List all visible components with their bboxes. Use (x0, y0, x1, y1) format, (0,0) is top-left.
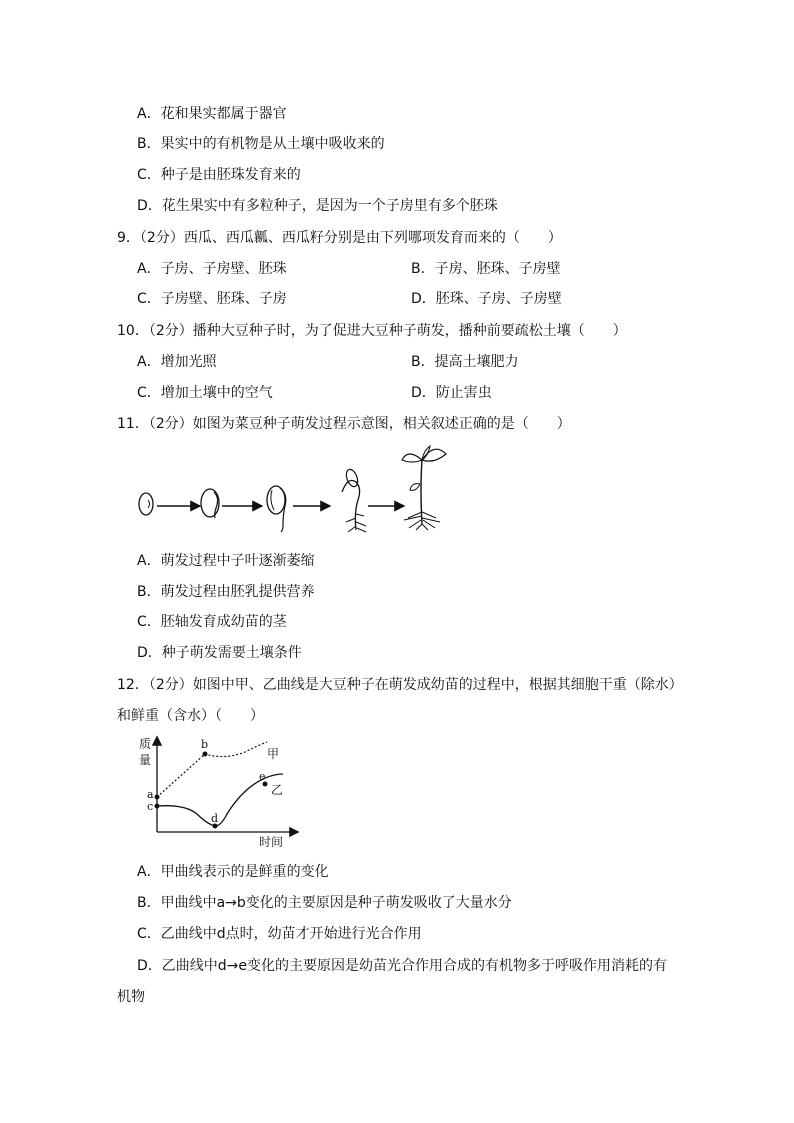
seed-stage-3 (267, 486, 286, 532)
q12-option-a: A．甲曲线表示的是鲜重的变化 (137, 864, 329, 880)
curve-jia (157, 742, 267, 797)
point-a-marker (155, 795, 160, 800)
q9-option-b: B．子房、胚珠、子房壁 (411, 261, 561, 277)
seed-stage-1 (139, 493, 153, 515)
q12-option-b: B．甲曲线中a→b变化的主要原因是种子萌发吸收了大量水分 (137, 895, 512, 911)
q9-option-d: D．胚珠、子房、子房壁 (411, 291, 562, 307)
x-axis-label: 时间 (259, 835, 284, 849)
point-a-label: a (147, 788, 154, 801)
q12-stem-line2: 和鲜重（含水）（ ） (117, 708, 264, 724)
point-c-marker (155, 804, 160, 809)
q12-option-d-line2: 机物 (117, 989, 145, 1005)
q12-option-d-line1: D．乙曲线中d→e变化的主要原因是幼苗光合作用合成的有机物多于呼吸作用消耗的有 (137, 958, 668, 974)
seed-germination-diagram (130, 440, 450, 540)
point-b-label: b (201, 738, 209, 751)
q11-option-b: B．萌发过程由胚乳提供营养 (137, 584, 315, 600)
q10-option-b: B．提高土壤肥力 (411, 354, 519, 370)
y-axis-label-1: 质 (139, 737, 152, 751)
q8-option-c: C．种子是由胚珠发育来的 (137, 167, 301, 183)
q10-option-c: C．增加土壤中的空气 (137, 385, 273, 401)
q8-option-a: A．花和果实都属于器官 (137, 106, 287, 122)
seedling-stage-4 (342, 468, 366, 532)
q12-option-c: C．乙曲线中d点时，幼苗才开始进行光合作用 (137, 926, 422, 942)
q9-option-a: A．子房、子房壁、胚珠 (137, 261, 287, 277)
point-e-label: e (259, 770, 266, 783)
q8-option-d: D．花生果实中有多粒种子，是因为一个子房里有多个胚珠 (137, 198, 498, 214)
q11-option-d: D．种子萌发需要土壤条件 (137, 645, 302, 661)
weight-time-graph (135, 732, 305, 850)
seedling-stage-5 (402, 446, 446, 530)
q11-option-c: C．胚轴发育成幼苗的茎 (137, 614, 287, 630)
q8-option-b: B．果实中的有机物是从土壤中吸收来的 (137, 136, 385, 152)
q11-stem: 11．（2分）如图为菜豆种子萌发过程示意图，相关叙述正确的是（ ） (117, 416, 571, 432)
y-axis-label-2: 量 (139, 753, 152, 767)
q10-stem: 10．（2分）播种大豆种子时，为了促进大豆种子萌发，播种前要疏松土壤（ ） (117, 323, 627, 339)
q9-option-c: C．子房壁、胚珠、子房 (137, 291, 287, 307)
point-c-label: c (147, 800, 154, 813)
q11-option-a: A．萌发过程中子叶逐渐萎缩 (137, 553, 315, 569)
q9-stem: 9．（2分）西瓜、西瓜瓤、西瓜籽分别是由下列哪项发育而来的（ ） (117, 230, 562, 246)
q12-stem-line1: 12．（2分）如图中甲、乙曲线是大豆种子在萌发成幼苗的过程中，根据其细胞干重（除水） (117, 677, 683, 693)
curve-jia-label: 甲 (267, 747, 280, 761)
curve-yi-label: 乙 (271, 783, 284, 797)
point-d-label: d (211, 812, 219, 825)
point-b-marker (203, 752, 208, 757)
q10-option-d: D．防止害虫 (411, 385, 492, 401)
q10-option-a: A．增加光照 (137, 354, 217, 370)
seed-stage-2 (201, 489, 219, 518)
